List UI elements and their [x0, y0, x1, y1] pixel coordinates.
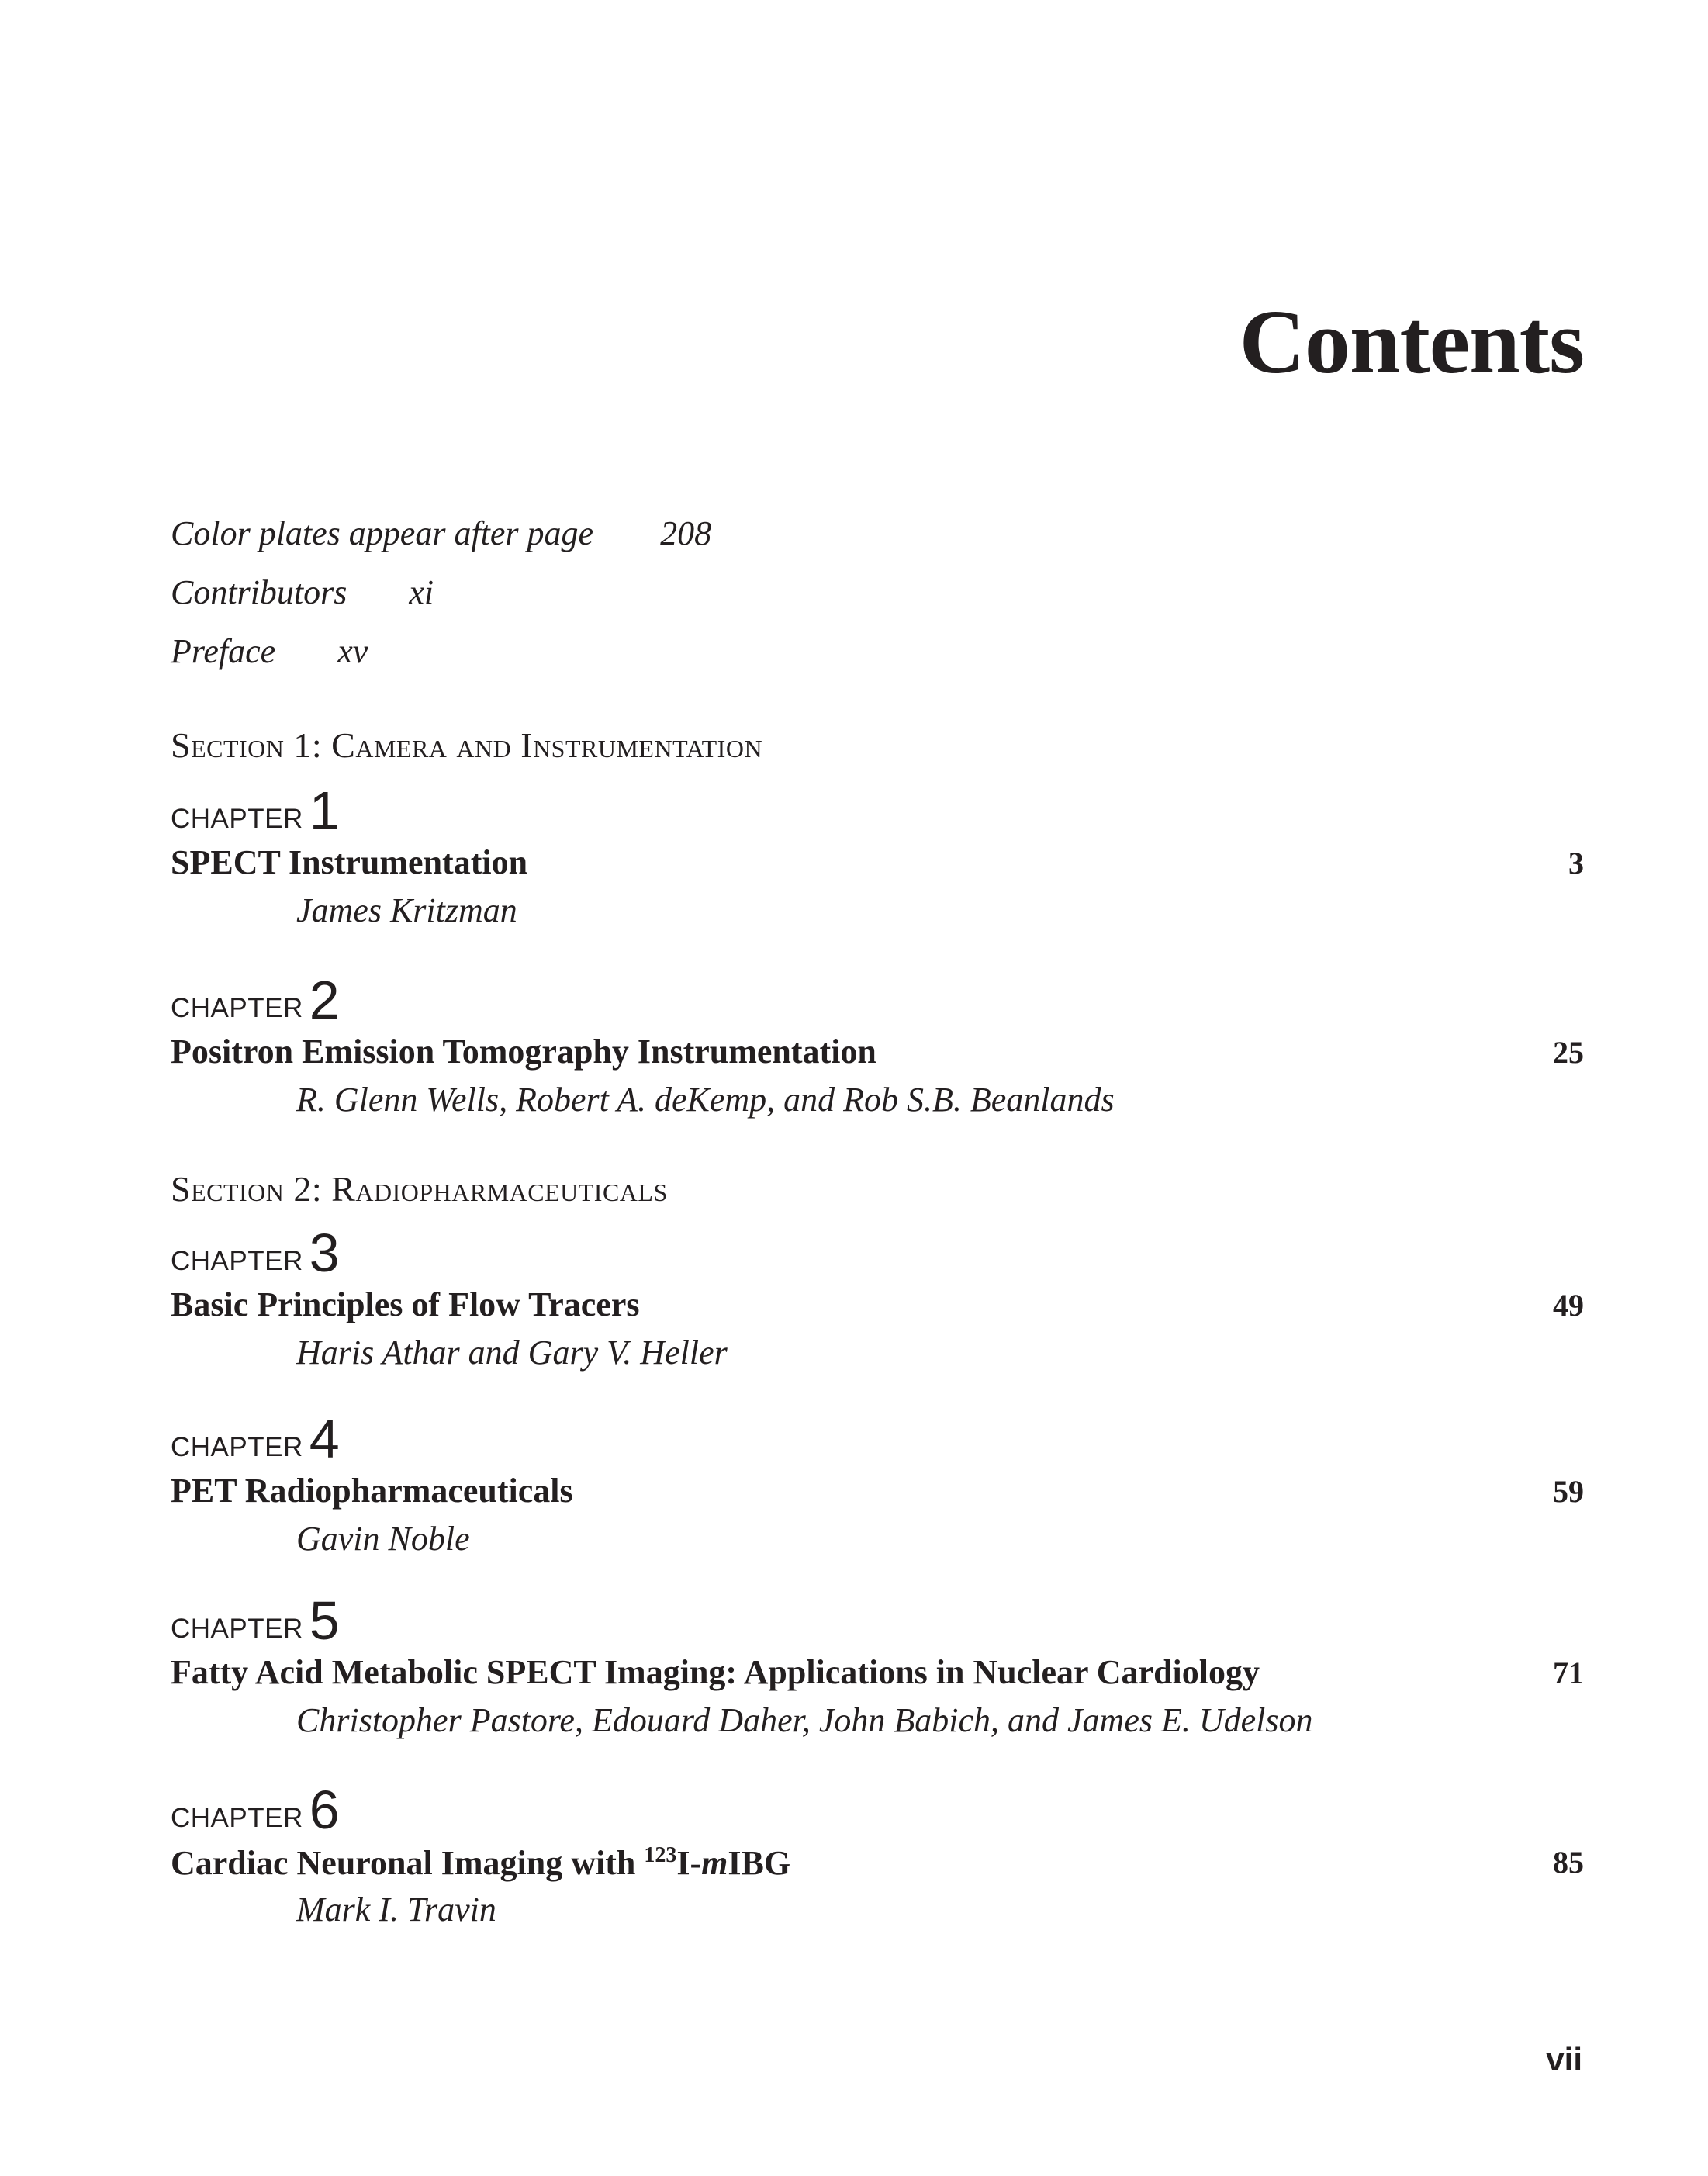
chapter-word: CHAPTER — [171, 1246, 303, 1276]
chapter-title[interactable]: Fatty Acid Metabolic SPECT Imaging: Applications in Nuclear Cardiology — [171, 1653, 1260, 1691]
chapter-word: CHAPTER — [171, 993, 303, 1023]
chapter-page[interactable]: 71 — [1553, 1655, 1584, 1690]
front-matter-label: Preface — [171, 632, 276, 670]
front-matter-item[interactable] — [171, 514, 712, 552]
front-matter-page: 208 — [660, 514, 712, 552]
chapter-word: CHAPTER — [171, 1803, 303, 1833]
chapter-number: 3 — [309, 1223, 340, 1283]
chapter-title[interactable] — [171, 1845, 790, 1880]
isotope-element: I- — [676, 1844, 702, 1882]
chapter-authors: James Kritzman — [296, 891, 517, 929]
chapter-title[interactable]: PET Radiopharmaceuticals — [171, 1472, 573, 1510]
chapter-page[interactable]: 59 — [1553, 1474, 1584, 1509]
compound-name: IBG — [728, 1844, 791, 1882]
front-matter-label: Contributors — [171, 573, 347, 611]
chapter-label — [171, 970, 340, 1030]
meta-prefix: m — [701, 1844, 728, 1882]
chapter-label — [171, 780, 340, 841]
chapter-authors: Haris Athar and Gary V. Heller — [296, 1334, 728, 1372]
page-title: Contents — [1239, 291, 1584, 393]
front-matter-label: Color plates appear after page — [171, 514, 594, 552]
chapter-authors: R. Glenn Wells, Robert A. deKemp, and Rob S.B. Beanlands — [296, 1081, 1115, 1119]
chapter-title[interactable]: SPECT Instrumentation — [171, 843, 528, 881]
chapter-page[interactable]: 25 — [1553, 1035, 1584, 1070]
chapter-page[interactable]: 3 — [1568, 846, 1584, 880]
front-matter-item[interactable] — [171, 573, 434, 611]
front-matter-item[interactable] — [171, 632, 368, 670]
chapter-number: 4 — [309, 1409, 340, 1469]
chapter-page[interactable]: 85 — [1553, 1845, 1584, 1880]
chapter-authors: Gavin Noble — [296, 1520, 470, 1558]
chapter-title[interactable]: Positron Emission Tomography Instrumentation — [171, 1033, 876, 1071]
chapter-number: 6 — [309, 1780, 340, 1840]
chapter-number: 2 — [309, 970, 340, 1030]
chapter-word: CHAPTER — [171, 1614, 303, 1644]
chapter-title-text: Cardiac Neuronal Imaging with — [171, 1844, 645, 1882]
chapter-word: CHAPTER — [171, 1432, 303, 1462]
chapter-word: CHAPTER — [171, 804, 303, 834]
chapter-number: 1 — [309, 780, 340, 841]
page-number: vii — [1546, 2041, 1582, 2077]
front-matter-page: xi — [409, 573, 434, 611]
chapter-label — [171, 1409, 340, 1469]
chapter-authors: Mark I. Travin — [296, 1891, 496, 1929]
chapter-number: 5 — [309, 1590, 340, 1651]
chapter-authors: Christopher Pastore, Edouard Daher, John Babich, and James E. Udelson — [296, 1701, 1313, 1739]
chapter-title[interactable]: Basic Principles of Flow Tracers — [171, 1285, 640, 1323]
front-matter-page: xv — [337, 632, 368, 670]
isotope-mass-number: 123 — [644, 1843, 677, 1867]
chapter-label — [171, 1223, 340, 1283]
section-heading: Section 2: Radiopharmaceuticals — [171, 1169, 668, 1209]
chapter-label — [171, 1590, 340, 1651]
chapter-label — [171, 1780, 340, 1840]
section-heading: Section 1: Camera and Instrumentation — [171, 725, 763, 765]
chapter-page[interactable]: 49 — [1553, 1288, 1584, 1323]
